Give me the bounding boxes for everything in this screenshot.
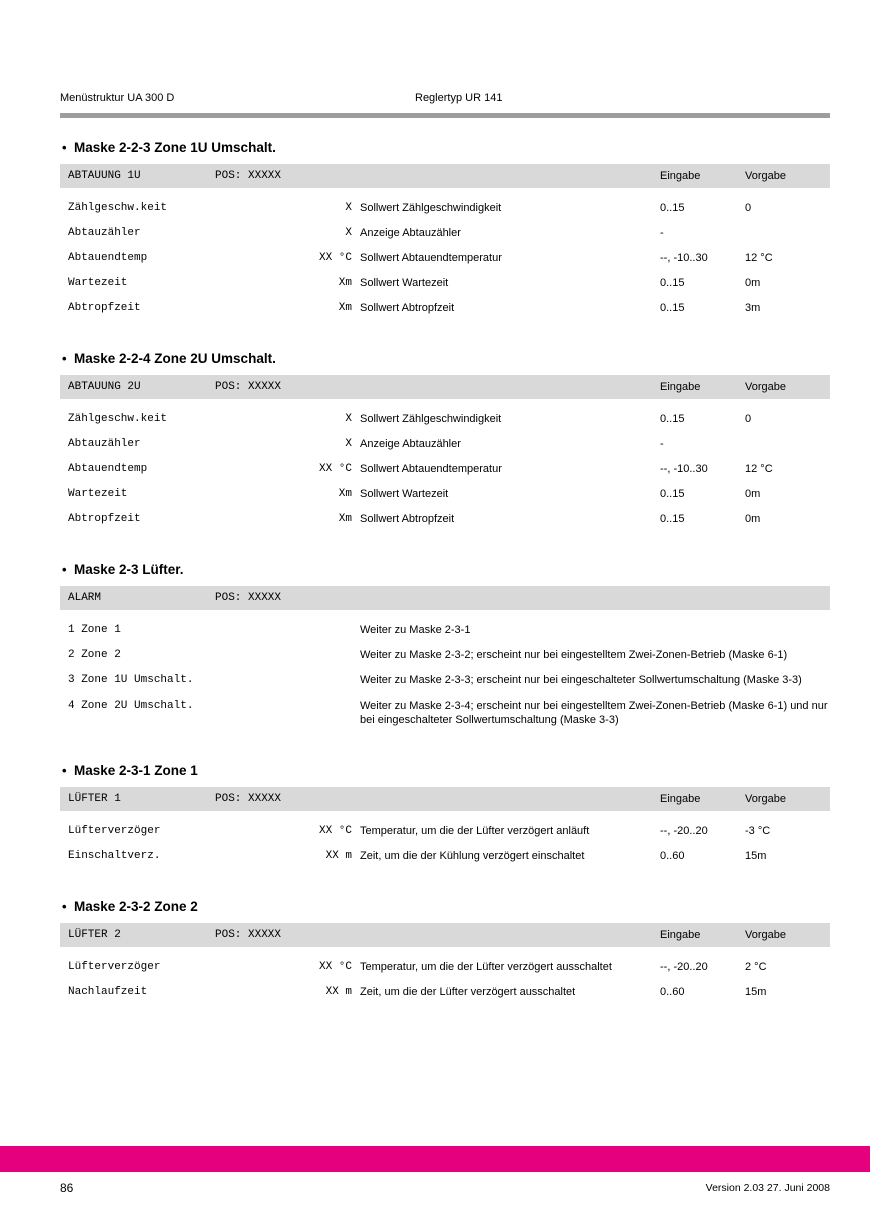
document-content — [60, 140, 830, 1035]
row-value-format: X — [345, 438, 352, 450]
table-position: POS: XXXXX — [215, 787, 360, 811]
section-heading: • Maske 2-3-1 Zone 1 — [60, 763, 830, 779]
row-input-range: 0..15 — [660, 302, 685, 314]
row-value-format: Xm — [338, 277, 352, 289]
row-default-value: 0m — [745, 488, 761, 500]
row-description: Sollwert Wartezeit — [360, 277, 449, 289]
table-header-row — [60, 923, 830, 947]
row-description: Sollwert Zählgeschwindigkeit — [360, 202, 502, 214]
table-title: LÜFTER 2 — [60, 923, 215, 947]
bottom-color-bar — [0, 1146, 870, 1172]
table-row — [60, 407, 830, 432]
row-default-value: 3m — [745, 302, 761, 314]
section-heading: • Maske 2-3 Lüfter. — [60, 562, 830, 578]
table-desc-header — [360, 787, 660, 811]
table-row — [60, 819, 830, 844]
table-spacer — [60, 610, 830, 618]
row-default-value: 12 °C — [745, 463, 773, 475]
table-row — [60, 246, 830, 271]
table-desc-header — [360, 586, 830, 610]
row-parameter-name: Abtropfzeit — [68, 302, 141, 314]
table-header-row — [60, 787, 830, 811]
table-row — [60, 482, 830, 507]
row-default-value — [745, 432, 830, 457]
section-heading: • Maske 2-2-4 Zone 2U Umschalt. — [60, 351, 830, 367]
mask-table — [60, 586, 830, 733]
row-value-format: X — [345, 227, 352, 239]
row-parameter-name: 2 Zone 2 — [68, 649, 121, 661]
table-row — [60, 296, 830, 321]
row-default-value: 12 °C — [745, 252, 773, 264]
table-row — [60, 618, 830, 643]
mask-table — [60, 164, 830, 321]
row-input-range: 0..15 — [660, 413, 685, 425]
table-row — [60, 955, 830, 980]
row-input-range: 0..60 — [660, 850, 685, 862]
row-parameter-name: Lüfterverzöger — [68, 825, 161, 837]
row-default-value: -3 °C — [745, 825, 771, 837]
row-value-format: Xm — [338, 513, 352, 525]
row-description: Zeit, um die der Lüfter verzögert ausschaltet — [360, 986, 576, 998]
row-description: Sollwert Zählgeschwindigkeit — [360, 413, 502, 425]
row-input-range: --, -20..20 — [660, 825, 708, 837]
table-spacer — [60, 188, 830, 196]
row-description: Sollwert Abtauendtemperatur — [360, 252, 502, 264]
table-title: ABTAUUNG 2U — [60, 375, 215, 399]
row-input-range: --, -10..30 — [660, 252, 708, 264]
header-left-text: Menüstruktur UA 300 D — [60, 92, 175, 104]
row-value-format: X — [345, 413, 352, 425]
row-input-range: - — [660, 227, 664, 239]
row-parameter-name: Abtauzähler — [68, 438, 141, 450]
row-input-range: --, -20..20 — [660, 961, 708, 973]
table-title: ABTAUUNG 1U — [60, 164, 215, 188]
table-position: POS: XXXXX — [215, 164, 360, 188]
row-parameter-name: Lüfterverzöger — [68, 961, 161, 973]
table-row — [60, 196, 830, 221]
row-input-range: 0..60 — [660, 986, 685, 998]
table-row — [60, 693, 830, 733]
row-value-format: Xm — [338, 488, 352, 500]
row-parameter-name: Abtropfzeit — [68, 513, 141, 525]
row-value-format — [215, 668, 360, 693]
table-input-header: Eingabe — [660, 787, 745, 811]
table-input-header: Eingabe — [660, 375, 745, 399]
row-default-value — [745, 221, 830, 246]
row-parameter-name: Abtauzähler — [68, 227, 141, 239]
table-default-header: Vorgabe — [745, 923, 830, 947]
row-default-value: 0m — [745, 277, 761, 289]
row-parameter-name: Zählgeschw.keit — [68, 413, 168, 425]
table-desc-header — [360, 375, 660, 399]
row-value-format: XX °C — [318, 463, 352, 475]
row-value-format — [215, 643, 360, 668]
table-position: POS: XXXXX — [215, 375, 360, 399]
row-description: Sollwert Abtauendtemperatur — [360, 463, 502, 475]
row-value-format: XX °C — [318, 825, 352, 837]
row-value-format: X — [345, 202, 352, 214]
row-parameter-name: Wartezeit — [68, 488, 128, 500]
table-desc-header — [360, 164, 660, 188]
table-default-header: Vorgabe — [745, 787, 830, 811]
table-spacer — [60, 399, 830, 407]
row-value-format: XX m — [325, 986, 352, 998]
row-description: Sollwert Abtropfzeit — [360, 513, 455, 525]
row-description: Weiter zu Maske 2-3-4; erscheint nur bei eingestelltem Zwei-Zonen-Betrieb (Maske 6-1) und nur bei eingeschalteter Sollwertumschaltung (Maske 3-3) — [360, 700, 828, 726]
row-input-range: - — [660, 438, 664, 450]
row-input-range: 0..15 — [660, 488, 685, 500]
row-parameter-name: Abtauendtemp — [68, 252, 148, 264]
row-default-value: 0m — [745, 513, 761, 525]
table-default-header: Vorgabe — [745, 164, 830, 188]
row-description: Temperatur, um die der Lüfter verzögert ausschaltet — [360, 961, 612, 973]
row-default-value: 15m — [745, 850, 767, 862]
row-description: Weiter zu Maske 2-3-3; erscheint nur bei eingeschalteter Sollwertumschaltung (Maske 3-3) — [360, 674, 802, 686]
table-row — [60, 221, 830, 246]
section-heading: • Maske 2-2-3 Zone 1U Umschalt. — [60, 140, 830, 156]
header-divider — [60, 113, 830, 118]
row-parameter-name: Zählgeschw.keit — [68, 202, 168, 214]
row-description: Weiter zu Maske 2-3-1 — [360, 624, 471, 636]
row-default-value: 0 — [745, 202, 752, 214]
row-description: Anzeige Abtauzähler — [360, 438, 461, 450]
row-value-format: XX °C — [318, 252, 352, 264]
row-parameter-name: 3 Zone 1U Umschalt. — [68, 674, 194, 686]
row-description: Zeit, um die der Kühlung verzögert einschaltet — [360, 850, 585, 862]
row-value-format: XX °C — [318, 961, 352, 973]
table-title: LÜFTER 1 — [60, 787, 215, 811]
row-parameter-name: Nachlaufzeit — [68, 986, 148, 998]
row-parameter-name: Einschaltverz. — [68, 850, 161, 862]
table-row — [60, 643, 830, 668]
row-input-range: 0..15 — [660, 277, 685, 289]
mask-table — [60, 923, 830, 1005]
row-description: Temperatur, um die der Lüfter verzögert anläuft — [360, 825, 590, 837]
row-default-value: 15m — [745, 986, 767, 998]
row-value-format — [215, 693, 360, 733]
table-row — [60, 844, 830, 869]
mask-table — [60, 787, 830, 869]
row-parameter-name: 1 Zone 1 — [68, 624, 121, 636]
table-row — [60, 668, 830, 693]
page-number: 86 — [60, 1181, 74, 1195]
table-header-row — [60, 375, 830, 399]
table-position: POS: XXXXX — [215, 586, 360, 610]
table-row — [60, 507, 830, 532]
row-value-format: XX m — [325, 850, 352, 862]
table-row — [60, 271, 830, 296]
row-parameter-name: 4 Zone 2U Umschalt. — [68, 700, 194, 712]
row-value-format — [215, 618, 360, 643]
header-center-text: Reglertyp UR 141 — [415, 92, 503, 104]
row-input-range: 0..15 — [660, 202, 685, 214]
mask-table — [60, 375, 830, 532]
table-row — [60, 980, 830, 1005]
version-text: Version 2.03 27. Juni 2008 — [705, 1182, 830, 1194]
row-description: Sollwert Wartezeit — [360, 488, 449, 500]
row-parameter-name: Wartezeit — [68, 277, 128, 289]
table-desc-header — [360, 923, 660, 947]
row-default-value: 2 °C — [745, 961, 767, 973]
table-row — [60, 432, 830, 457]
table-position: POS: XXXXX — [215, 923, 360, 947]
table-header-row — [60, 164, 830, 188]
row-description: Weiter zu Maske 2-3-2; erscheint nur bei eingestelltem Zwei-Zonen-Betrieb (Maske 6-1) — [360, 649, 788, 661]
row-default-value: 0 — [745, 413, 752, 425]
table-row — [60, 457, 830, 482]
table-spacer — [60, 947, 830, 955]
table-title: ALARM — [60, 586, 215, 610]
row-value-format: Xm — [338, 302, 352, 314]
row-input-range: 0..15 — [660, 513, 685, 525]
section-heading: • Maske 2-3-2 Zone 2 — [60, 899, 830, 915]
table-spacer — [60, 811, 830, 819]
table-default-header: Vorgabe — [745, 375, 830, 399]
table-input-header: Eingabe — [660, 164, 745, 188]
row-description: Anzeige Abtauzähler — [360, 227, 461, 239]
table-input-header: Eingabe — [660, 923, 745, 947]
row-input-range: --, -10..30 — [660, 463, 708, 475]
table-header-row — [60, 586, 830, 610]
row-parameter-name: Abtauendtemp — [68, 463, 148, 475]
row-description: Sollwert Abtropfzeit — [360, 302, 455, 314]
